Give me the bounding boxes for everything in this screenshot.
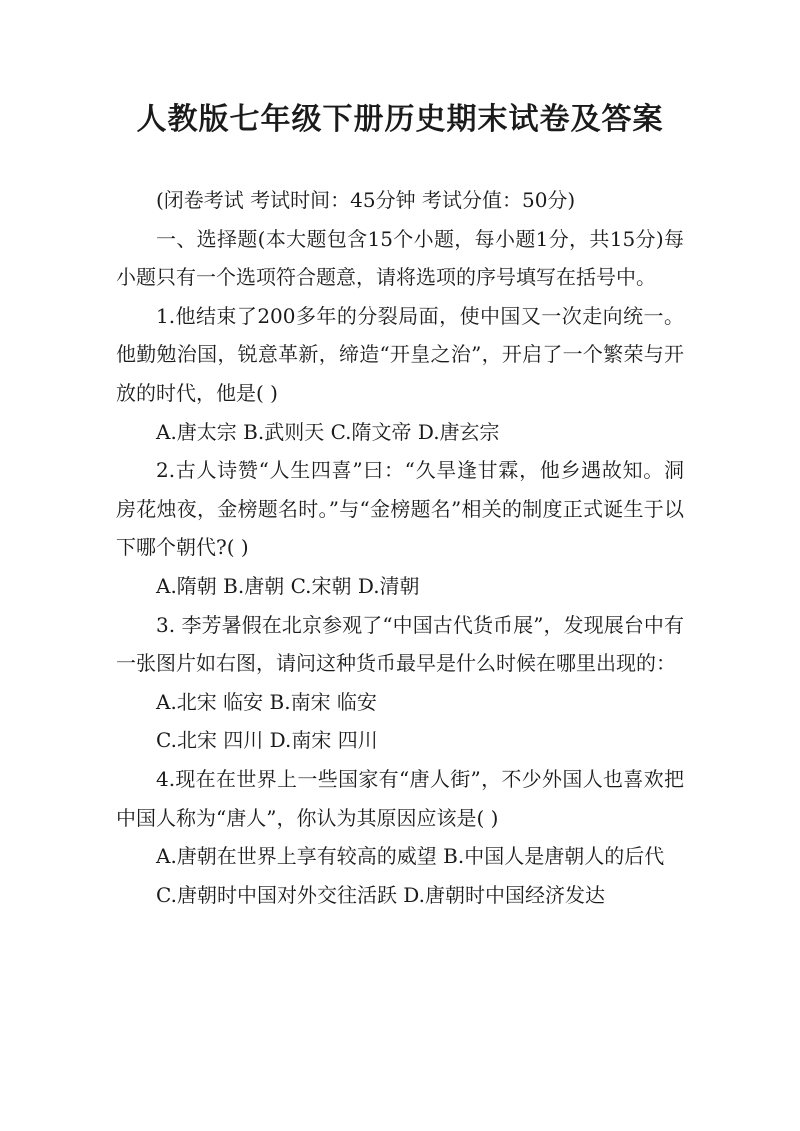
- question-3-options-ab: A.北宋 临安 B.南宋 临安: [156, 689, 377, 714]
- question-3: 3. 李芳暑假在北京参观了“中国古代货币展”，发现展台中有一张图片如右图，请问这种货币最早是什么时候在哪里出现的：: [116, 612, 684, 676]
- document-title: 人教版七年级下册历史期末试卷及答案: [136, 102, 664, 137]
- section-heading: 一、选择题(本大题包含15个小题，每小题1分，共15分)每小题只有一个选项符合题意，请将选项的序号填写在括号中。: [116, 226, 684, 290]
- question-4: 4.现在在世界上一些国家有“唐人街”，不少外国人也喜欢把中国人称为“唐人”，你认为其原因应该是( ): [116, 766, 684, 830]
- question-2: 2.古人诗赞“人生四喜”曰：“久旱逢甘霖，他乡遇故知。洞房花烛夜，金榜题名时。”与“金榜题名”相关的制度正式诞生于以下哪个朝代?( ): [116, 458, 684, 560]
- question-2-options: A.隋朝 B.唐朝 C.宋朝 D.清朝: [156, 573, 420, 598]
- question-1: 1.他结束了200多年的分裂局面，使中国又一次走向统一。他勤勉治国，锐意革新，缔造“开皇之治”，开启了一个繁荣与开放的时代，他是( ): [116, 303, 684, 405]
- document-body: [116, 181, 684, 914]
- exam-info: (闭卷考试 考试时间：45分钟 考试分值：50分): [156, 188, 576, 212]
- question-1-options: A.唐太宗 B.武则天 C.隋文帝 D.唐玄宗: [156, 419, 500, 444]
- question-4-options-ab: A.唐朝在世界上享有较高的威望 B.中国人是唐朝人的后代: [156, 844, 665, 869]
- question-3-options-cd: C.北宋 四川 D.南宋 四川: [156, 728, 378, 753]
- question-4-options-cd: C.唐朝时中国对外交往活跃 D.唐朝时中国经济发达: [156, 882, 605, 907]
